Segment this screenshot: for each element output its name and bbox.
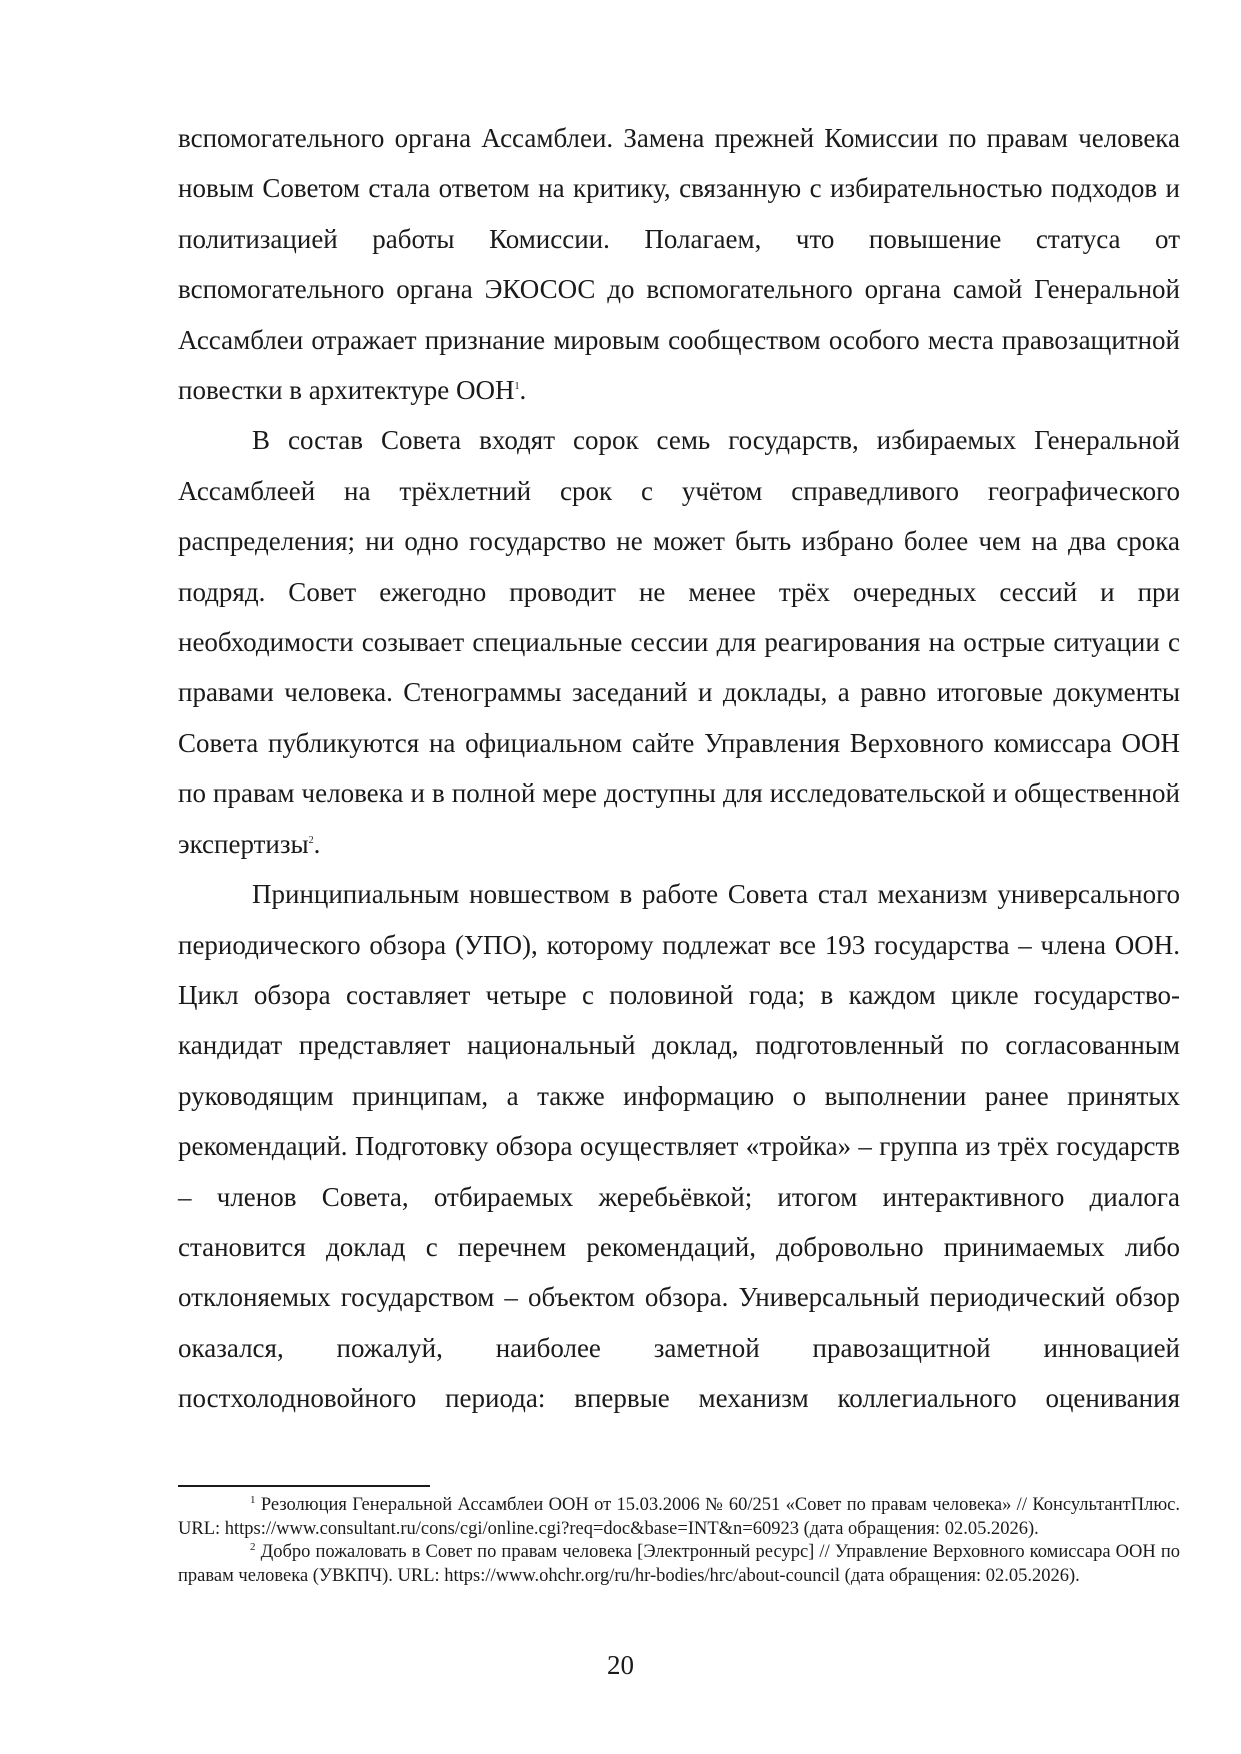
footnote-reference[interactable]: 2 [308,834,314,846]
paragraph-text: В состав Совета входят сорок семь государств, избираемых Генеральной Ассамблеей на трёхлетний срок с учётом справедливого географического распределения; ни одно государство не может быть избрано более чем на два срока подряд. Совет ежегодно проводит не менее трёх очередных сессий и при необходимости созывает специальные сессии для реагирования на острые ситуации с правами человека. Стенограммы заседаний и доклады, а равно итоговые документы Совета публикуются на официальном сайте Управления Верховного комиссара ООН по правам человека и в полной мере доступны для исследовательской и общественной экспертизы [178,425,1180,859]
page-number: 20 [607,1650,634,1680]
paragraph-tail: . [313,828,321,859]
footnote-text: Резолюция Генеральной Ассамблеи ООН от 15.03.2006 № 60/251 «Совет по правам человека» // КонсультантПлюс. URL: https://www.consultant.ru/cons/cgi/online.cgi?req=doc&base=INT&n=60923 (дата обращения: 02.05.2026). [178,1495,1181,1539]
footnote-reference[interactable]: 1 [514,381,520,393]
footnote-text: Добро пожаловать в Совет по правам человека [Электронный ресурс] // Управление Верховного комиссара ООН по правам человека (УВКПЧ). URL: https://www.ohchr.org/ru/hr-bodies/hrc/about-council (дата обращения: 02.05.2026). [178,1542,1181,1586]
footnote [178,1541,1180,1588]
footnote-number: 2 [250,1540,256,1553]
paragraph-text: Принципиальным новшеством в работе Совета стал механизм универсального периодического обзора (УПО), которому подлежат все 193 государства – члена ООН. Цикл обзора составляет четыре с половиной года; в каждом цикле государство-кандидат представляет национальный доклад, подготовленный по согласованным руководящим принципам, а также информацию о выполнении ранее принятых рекомендаций. Подготовку обзора осуществляет «тройка» – группа из трёх государств – членов Совета, отбираемых жеребьёвкой; итогом интерактивного диалога становится доклад с перечнем рекомендаций, добровольно принимаемых либо отклоняемых государством – объектом обзора. Универсальный периодический обзор оказался, пожалуй, наиболее заметной правозащитной инновацией постхолодновойного периода: впервые механизм коллегиального оценивания [178,879,1180,1414]
paragraph [178,113,1180,415]
footnotes [178,1494,1180,1588]
footnote [178,1494,1180,1541]
paragraph-tail: . [519,375,527,406]
footnote-separator [178,1485,430,1487]
footnote-number: 1 [250,1493,256,1506]
paragraph [178,869,1180,1423]
paragraph-text: вспомогательного органа Ассамблеи. Замена прежней Комиссии по правам человека новым Советом стала ответом на критику, связанную с избирательностью подходов и политизацией работы Комиссии. Полагаем, что повышение статуса от вспомогательного органа ЭКОСОС до вспомогательного органа самой Генеральной Ассамблеи отражает признание мировым сообществом особого места правозащитной повестки в архитектуре ООН [178,123,1180,406]
body-text [178,113,1180,1424]
paragraph [178,415,1180,869]
